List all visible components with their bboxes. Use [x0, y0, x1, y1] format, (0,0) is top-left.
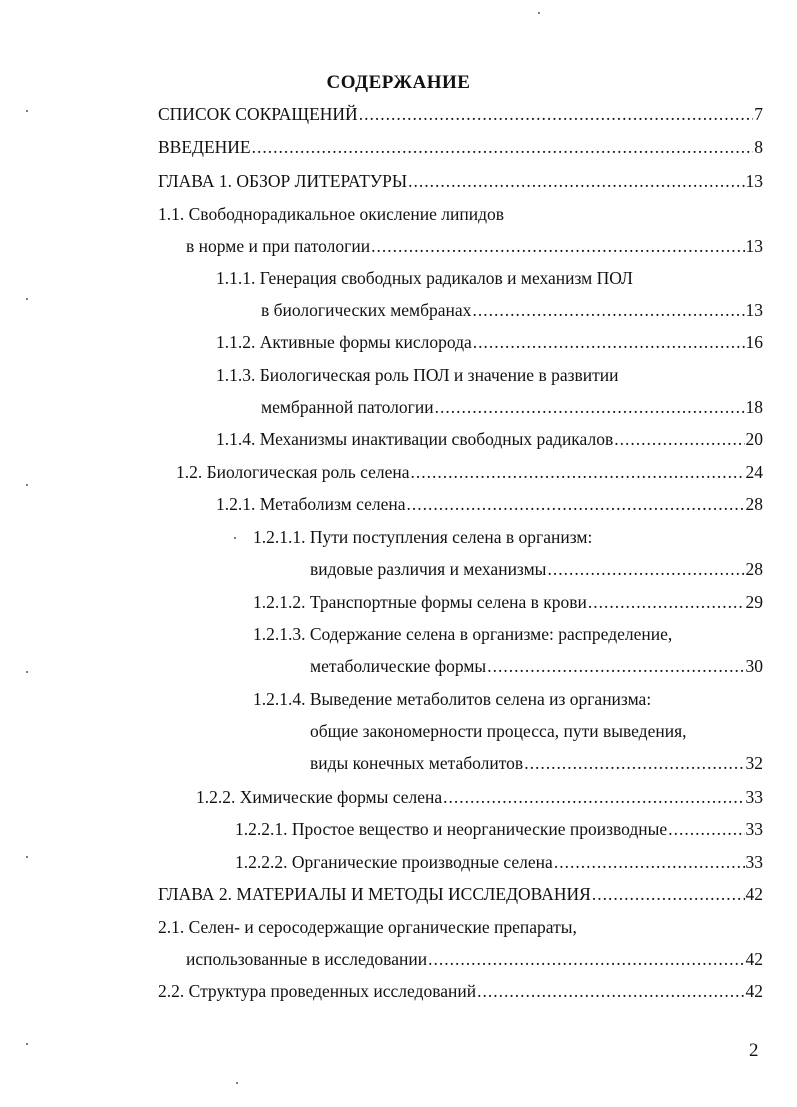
toc-page-number: 33	[745, 787, 763, 807]
toc-page-number: 8	[754, 137, 763, 157]
toc-entry-1-1[interactable]	[186, 235, 763, 257]
dot-leader	[588, 591, 745, 613]
toc-entry-1-2-1-4[interactable]	[310, 752, 763, 774]
toc-page-number: 13	[745, 236, 763, 256]
scan-speck	[26, 298, 28, 300]
toc-page-number: 32	[745, 753, 763, 773]
scan-speck	[538, 12, 540, 14]
toc-entry-1-2-2[interactable]	[196, 786, 763, 808]
toc-entry-1-1-1[interactable]	[261, 299, 763, 321]
toc-entry-1-1-1-line-1[interactable]: 1.1.1. Генерация свободных радикалов и механизм ПОЛ	[216, 268, 633, 288]
toc-entry-abbreviations[interactable]	[158, 103, 763, 125]
toc-entry-1-2-1-1[interactable]	[310, 558, 763, 580]
toc-entry-1-2-1-2[interactable]	[253, 591, 763, 613]
toc-page-number: 7	[754, 104, 763, 124]
toc-page-number: 13	[745, 300, 763, 320]
toc-entry-text: 2.2. Структура проведенных исследований	[158, 981, 477, 1001]
toc-page-number: 28	[745, 559, 763, 579]
toc-entry-1-2-1[interactable]	[216, 493, 763, 515]
scan-speck	[26, 856, 28, 858]
toc-entry-text: в норме и при патологии	[186, 236, 371, 256]
toc-page-number: 28	[745, 494, 763, 514]
toc-page-number: 30	[745, 656, 763, 676]
toc-entry-2-2[interactable]	[158, 980, 763, 1002]
page-title: СОДЕРЖАНИЕ	[326, 72, 471, 93]
toc-entry-text: 1.2.2.2. Органические производные селена	[235, 852, 553, 872]
toc-page-number: 33	[745, 852, 763, 872]
toc-page-number: 42	[745, 981, 763, 1001]
toc-entry-text: 1.1.4. Механизмы инактивации свободных радикалов	[216, 429, 614, 449]
page-number: 2	[749, 1040, 759, 1061]
toc-entry-1-1-line-1[interactable]: 1.1. Свободнорадикальное окисление липидов	[158, 204, 504, 224]
scan-speck	[236, 1082, 238, 1084]
scan-speck	[26, 110, 28, 112]
dot-leader	[359, 103, 754, 125]
toc-entry-chapter-2[interactable]	[158, 883, 763, 905]
toc-entry-1-2-2-2[interactable]	[235, 851, 763, 873]
toc-entry-1-2-1-4-line-2[interactable]: общие закономерности процесса, пути выведения,	[310, 721, 687, 741]
scan-speck	[26, 671, 28, 673]
dot-leader	[428, 948, 744, 970]
toc-entry-1-1-4[interactable]	[216, 428, 763, 450]
dot-leader	[554, 851, 745, 873]
toc-entry-text: ГЛАВА 2. МАТЕРИАЛЫ И МЕТОДЫ ИССЛЕДОВАНИЯ	[158, 884, 591, 904]
dot-leader	[524, 752, 744, 774]
dot-leader	[547, 558, 744, 580]
toc-page-number: 13	[745, 171, 763, 191]
toc-entry-1-1-3-line-1[interactable]: 1.1.3. Биологическая роль ПОЛ и значение в развитии	[216, 365, 619, 385]
toc-entry-text: СПИСОК СОКРАЩЕНИЙ	[158, 104, 358, 124]
dot-leader	[252, 136, 754, 158]
toc-entry-1-2-1-4-line-1[interactable]: 1.2.1.4. Выведение метаболитов селена из организма:	[253, 689, 652, 709]
toc-entry-text: использованные в исследовании	[186, 949, 428, 969]
toc-entry-text: 1.2.1.2. Транспортные формы селена в крови	[253, 592, 587, 612]
dot-leader	[473, 331, 745, 353]
toc-entry-introduction[interactable]	[158, 136, 763, 158]
dot-leader	[435, 396, 745, 418]
scan-speck	[26, 1043, 28, 1045]
toc-entry-1-2-1-1-line-1[interactable]: 1.2.1.1. Пути поступления селена в организм:	[253, 527, 593, 547]
toc-entry-1-2-2-1[interactable]	[235, 818, 763, 840]
toc-entry-chapter-1[interactable]	[158, 170, 763, 192]
toc-entry-text: 1.2.2.1. Простое вещество и неорганические производные	[235, 819, 668, 839]
toc-entry-1-2-1-3[interactable]	[310, 655, 763, 677]
toc-entry-1-2-1-3-line-1[interactable]: 1.2.1.3. Содержание селена в организме: распределение,	[253, 624, 673, 644]
toc-page-number: 18	[745, 397, 763, 417]
toc-page-number: 42	[745, 949, 763, 969]
toc-entry-2-1-line-1[interactable]: 2.1. Селен- и серосодержащие органические препараты,	[158, 917, 577, 937]
toc-entry-text: виды конечных метаболитов	[310, 753, 524, 773]
toc-entry-1-1-3[interactable]	[261, 396, 763, 418]
toc-entry-1-2[interactable]	[176, 461, 763, 483]
dot-leader	[477, 980, 744, 1002]
dot-leader	[408, 170, 744, 192]
toc-page-number: 42	[745, 884, 763, 904]
dot-leader	[371, 235, 744, 257]
scan-speck	[26, 484, 28, 486]
dot-leader	[411, 461, 745, 483]
toc-entry-2-1[interactable]	[186, 948, 763, 970]
toc-entry-text: метаболические формы	[310, 656, 487, 676]
toc-entry-text: видовые различия и механизмы	[310, 559, 547, 579]
toc-page-number: 33	[745, 819, 763, 839]
toc-page-number: 16	[745, 332, 763, 352]
toc-entry-text: 1.1.2. Активные формы кислорода	[216, 332, 472, 352]
scan-speck	[234, 537, 236, 539]
toc-page-number: 20	[745, 429, 763, 449]
toc-entry-text: ВВЕДЕНИЕ	[158, 137, 251, 157]
toc-entry-text: ГЛАВА 1. ОБЗОР ЛИТЕРАТУРЫ	[158, 171, 408, 191]
dot-leader	[472, 299, 744, 321]
toc-entry-text: 1.2. Биологическая роль селена	[176, 462, 410, 482]
dot-leader	[668, 818, 744, 840]
toc-entry-text: 1.2.2. Химические формы селена	[196, 787, 443, 807]
toc-entry-text: 1.2.1. Метаболизм селена	[216, 494, 406, 514]
toc-entry-text: в биологических мембранах	[261, 300, 472, 320]
dot-leader	[443, 786, 744, 808]
dot-leader	[614, 428, 744, 450]
dot-leader	[592, 883, 745, 905]
dot-leader	[487, 655, 744, 677]
dot-leader	[407, 493, 745, 515]
toc-page-number: 24	[745, 462, 763, 482]
toc-entry-text: мембранной патологии	[261, 397, 434, 417]
toc-page-number: 29	[745, 592, 763, 612]
toc-entry-1-1-2[interactable]	[216, 331, 763, 353]
